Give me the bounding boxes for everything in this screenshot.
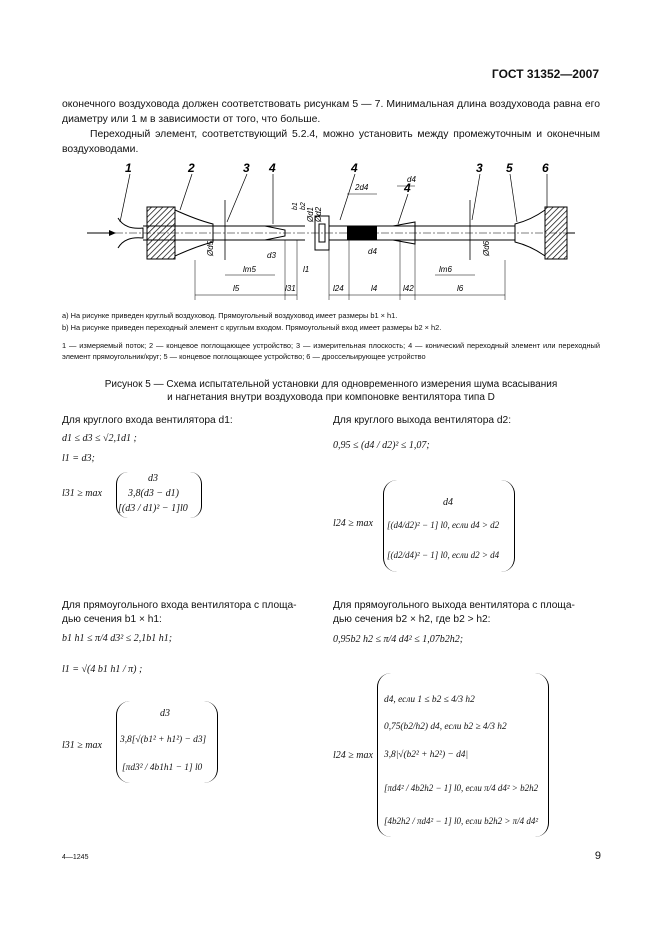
formula-l1: l1 = d3; bbox=[62, 453, 95, 464]
callout-6: 6 bbox=[542, 161, 549, 175]
dim-d4-top: d4 bbox=[407, 175, 416, 184]
formula-rect-l31-row3: [πd3² / 4b1h1 − 1] l0 bbox=[122, 763, 203, 773]
dim-d4: d4 bbox=[368, 247, 377, 256]
document-id: ГОСТ 31352—2007 bbox=[491, 67, 599, 81]
callout-5: 5 bbox=[506, 161, 513, 175]
formula-095: 0,95 ≤ (d4 / d2)² ≤ 1,07; bbox=[333, 440, 430, 451]
formula-rect-b1h1: b1 h1 ≤ π/4 d3² ≤ 2,1b1 h1; bbox=[62, 633, 173, 644]
formula-l31-row1: d3 bbox=[148, 473, 158, 484]
formula-l24-row3: [(d2/d4)² − 1] l0, если d2 > d4 bbox=[387, 550, 500, 560]
figure-caption-line-1: Рисунок 5 — Схема испытательной установки для одновременного измерения шума всасывания bbox=[104, 379, 558, 390]
body-paragraph-1: оконечного воздуховода должен соответствовать рисункам 5 — 7. Минимальная длина воздуховода равна его диаметру или 1 м в зависимости от того, что больше. bbox=[62, 99, 600, 125]
callout-4: 4 bbox=[269, 161, 276, 175]
formula-l24-label: l24 ≥ max bbox=[333, 518, 373, 529]
formula-rect-l24-row1: d4, если 1 ≤ b2 ≤ 4/3 h2 bbox=[384, 695, 475, 705]
callout-1: 1 bbox=[125, 161, 132, 175]
formula-l31-row3: [(d3 / d1)² − 1]l0 bbox=[118, 503, 188, 514]
formula-l24-row2: [(d4/d2)² − 1] l0, если d4 > d2 bbox=[387, 520, 500, 530]
dim-2d4: 2d4 bbox=[355, 183, 369, 192]
callout-4b: 4 bbox=[351, 161, 358, 175]
callout-3: 3 bbox=[243, 161, 250, 175]
formula-l31-row2: 3,8(d3 − d1) bbox=[128, 488, 179, 499]
figure-caption-line-2: и нагнетания внутри воздуховода при компоновке вентилятора типа D bbox=[167, 392, 495, 403]
formula-l24-row1: d4 bbox=[443, 497, 453, 508]
page-number: 9 bbox=[594, 850, 601, 862]
formula-rect-out-ineq: 0,95b2 h2 ≤ π/4 d4² ≤ 1,07b2h2; bbox=[333, 634, 464, 645]
formula-rect-l31-row2: 3,8[√(b1² + h1²) − d3] bbox=[120, 735, 207, 745]
rect-inlet-title-2: дью сечения b1 × h1: bbox=[62, 614, 162, 625]
dim-l4: l4 bbox=[371, 284, 378, 293]
dim-l42: l42 bbox=[403, 284, 414, 293]
dim-d1: Ød1 bbox=[306, 206, 315, 222]
callout-4c: 4 bbox=[404, 181, 411, 195]
rect-inlet-title-1: Для прямоугольного входа вентилятора с площа- bbox=[62, 600, 297, 611]
callout-3b: 3 bbox=[476, 161, 483, 175]
dim-l24: l24 bbox=[333, 284, 344, 293]
dim-d3: d3 bbox=[267, 251, 276, 260]
body-paragraph-2: Переходный элемент, соответствующий 5.2.4, можно установить между промежуточным и оконечным воздуховодами. bbox=[62, 129, 600, 155]
figure-legend: 1 — измеряемый поток; 2 — концевое поглощающее устройство; 3 — измерительная плоскость; 4 — конический переходный элемент или переходный элемент прямоугольник/круг; 5 — концевое поглощающее устройство; 6 — дроссельирующее устройство bbox=[62, 341, 600, 361]
round-inlet-title: Для круглого входа вентилятора d1: bbox=[62, 415, 233, 426]
dim-b2: b2 bbox=[300, 202, 307, 210]
rect-outlet-title-2: дью сечения b2 × h2, где b2 > h2: bbox=[333, 614, 491, 625]
footer-code: 4—1245 bbox=[62, 854, 89, 861]
formula-rect-l24-row4: [πd4² / 4b2h2 − 1] l0, если π/4 d4² > b2h2 bbox=[384, 783, 539, 793]
formula-rect-l24-row5: [4b2h2 / πd4² − 1] l0, если b2h2 > π/4 d4² bbox=[384, 816, 539, 826]
formula-rect-l24-label: l24 ≥ max bbox=[333, 750, 373, 761]
formula-l31-label: l31 ≥ max bbox=[62, 488, 102, 499]
formula-rect-l24-row3: 3,8|√(b2² + h2²) − d4| bbox=[384, 750, 469, 760]
formula-rect-l24-row2: 0,75(b2/h2) d4, если b2 ≥ 4/3 h2 bbox=[384, 722, 507, 732]
formula-d1-d3: d1 ≤ d3 ≤ √2,1d1 ; bbox=[62, 433, 137, 444]
dim-b1: b1 bbox=[292, 202, 299, 210]
dim-l1: l1 bbox=[303, 265, 310, 274]
formula-rect-l1: l1 = √(4 b1 h1 / π) ; bbox=[62, 664, 143, 675]
dim-d6: Ød6 bbox=[482, 240, 491, 256]
dim-lm6: lm6 bbox=[439, 265, 452, 274]
formula-rect-l31-label: l31 ≥ max bbox=[62, 740, 102, 751]
dim-l31: l31 bbox=[285, 284, 296, 293]
callout-2: 2 bbox=[188, 161, 195, 175]
round-outlet-title: Для круглого выхода вентилятора d2: bbox=[333, 415, 512, 426]
dim-d5: Ød5 bbox=[206, 240, 215, 256]
dim-l6: l6 bbox=[457, 284, 464, 293]
rect-outlet-title-1: Для прямоугольного выхода вентилятора с площа- bbox=[333, 600, 575, 611]
formula-rect-l31-row1: d3 bbox=[160, 708, 170, 719]
figure-note-b: b) На рисунке приведен переходный элемент с круглым входом. Прямоугольный вход имеет размеры b2 × h2. bbox=[62, 323, 442, 332]
dim-l5: l5 bbox=[233, 284, 240, 293]
dim-d2: Ød2 bbox=[314, 206, 323, 222]
test-setup-diagram bbox=[85, 160, 575, 310]
figure-note-a: а) На рисунке приведен круглый воздуховод. Прямоугольный воздуховод имеет размеры b1 × h1. bbox=[62, 311, 398, 320]
dim-lm5: lm5 bbox=[243, 265, 256, 274]
